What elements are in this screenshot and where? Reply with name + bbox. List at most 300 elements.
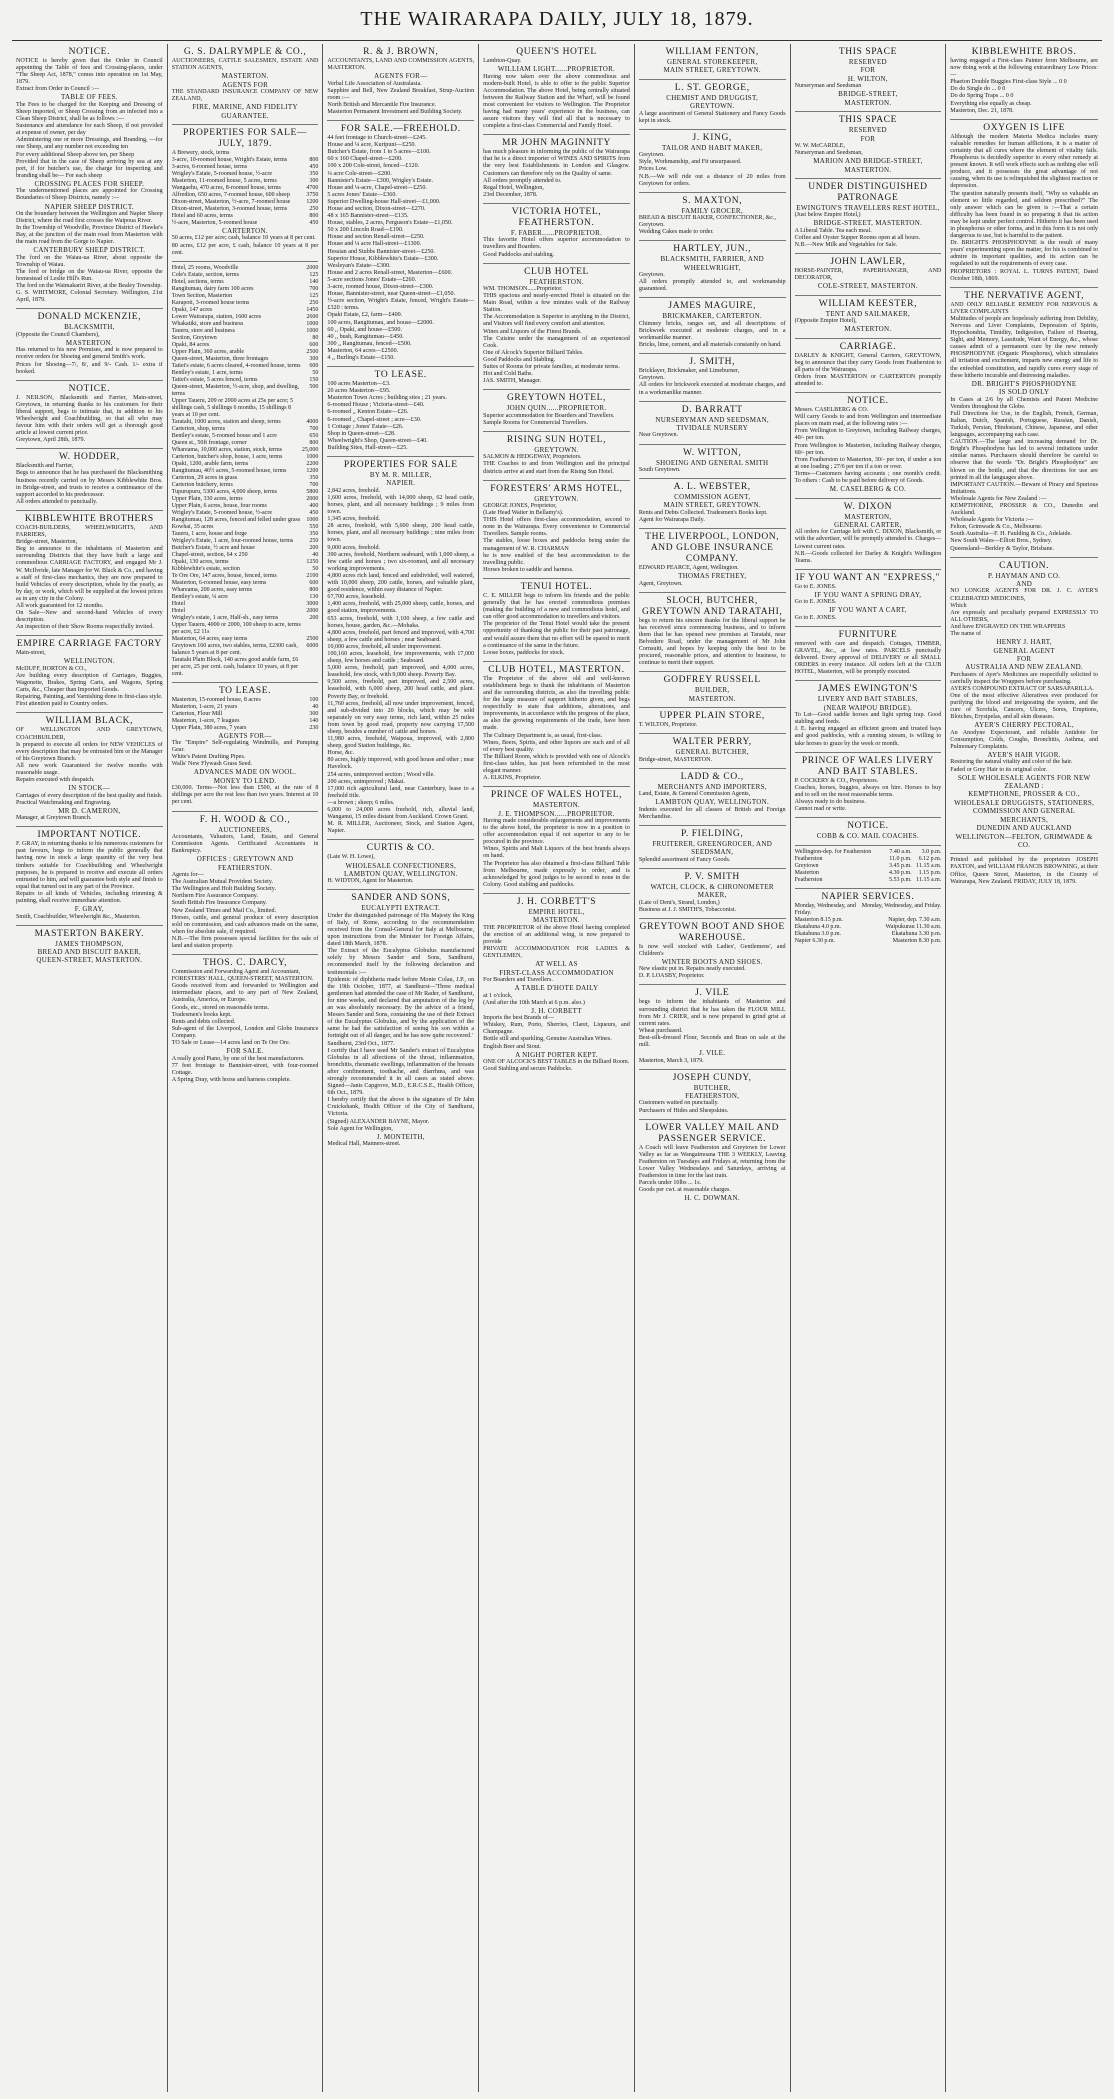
table-cell: Te Ore Ore, 147 acres, house, fenced, terms <box>171 572 277 579</box>
table-cell: Waipukurau 11.30 a.m. <box>885 923 942 930</box>
advertisement-text: For every additional Sheep above ten, per Sheep <box>16 151 135 158</box>
table-cell: 1200 <box>306 467 319 474</box>
advertisement-text: From Featherston to Masterton, 30/- per ton, if under a ton at one loading ; 27/6 per ton if a ton or over. <box>794 456 942 470</box>
advertisement-heading: CURTIS & CO. <box>366 843 435 854</box>
table-row <box>172 349 319 356</box>
advertisement-text: FRUITERER, GREENGROCER, AND SEEDSMAN, <box>652 839 773 857</box>
advertisement-text: Chimney bricks, ranges set, and all descriptions of Brickwork executed at moderate charges, and in a workmanlike manner. <box>638 320 786 342</box>
table-row <box>172 433 319 440</box>
advertisement-text: 5,000 acres, freehold, part improved, and 4,000 acres, leasehold, few stock, with 9,000 sheep. Poverty Bay. <box>327 665 475 679</box>
table-cell: Queen-street, Masterton, three frontages <box>171 355 269 362</box>
advertisement-text: House, Bannister-street, near Queen-street—£1,050. <box>327 291 456 298</box>
advertisement-text: 200 acres, unimproved ; Makai. <box>327 778 405 785</box>
advertisement-text: 17,000 rich agricultural land, near Canterbury, lease to a freehold title. <box>327 785 475 799</box>
advertisement-text: Everything else equally as cheap. <box>950 100 1032 107</box>
table-cell: Wrigley's estate, 1 acre, Half-sh., easy terms <box>171 614 279 621</box>
advertisement-text: FOR <box>860 134 876 143</box>
advertisement-text: N.B.—New Milk and Vegetables for Sale. <box>794 242 898 249</box>
advertisement-text: H. C. DOWMAN. <box>684 1194 740 1203</box>
table-cell: 1000 <box>306 320 319 327</box>
advertisement-text: Purchasers of Hides and Sheepskins. <box>638 1107 729 1114</box>
table-cell: Carterton, Flour Mill <box>171 710 223 717</box>
advertisement-heading: THOS. C. DARCY, <box>203 958 288 969</box>
advertisement-text: The name of <box>950 631 982 637</box>
table-row <box>795 856 942 863</box>
advertisement <box>795 44 942 112</box>
advertisement-text: AND <box>1016 580 1033 589</box>
table-row <box>795 924 942 931</box>
advertisement-text: Masterton Permanent Investment and Building Society. <box>327 108 463 115</box>
advertisement-text: Greytown. <box>638 152 665 159</box>
advertisement-text: Bricklayer, Brickmaker, and Limeburner, <box>638 368 740 375</box>
advertisement-text: Begs to announce that he has purchased the Blacksmithing business recently carried on by Messrs Kibblewhite Bros. in Bridge-street, and trusts to receive a continuance of the support accorded to his predecessor. <box>16 470 163 498</box>
advertisement-text: (Opposite Empire Hotel), <box>794 318 857 325</box>
advertisement-text: T. WILTON, Proprietor. <box>638 722 698 729</box>
table-cell: 800 <box>309 157 319 163</box>
table-cell <box>302 657 319 678</box>
table-cell: 600 <box>309 362 319 369</box>
table-cell: Upper Plain, 360 acres, arable <box>171 348 245 355</box>
advertisement <box>795 846 942 889</box>
advertisement <box>16 381 163 450</box>
advertisement-text: Building Sites, Hall-street—£25. <box>327 444 408 451</box>
table-cell: Dixon-street, Masterton, 3-roomed house, terms <box>171 206 288 212</box>
advertisement-text: Wedding Cakes made to order. <box>638 229 714 236</box>
table-cell: Hotel, 25 rooms, Woodville <box>171 264 239 271</box>
table-cell: 500 <box>309 383 319 390</box>
advertisement-text: LIVERY AND BAIT STABLES, <box>817 695 918 704</box>
table-cell: Opaki, 147 acres <box>171 306 213 313</box>
table-row <box>795 849 942 856</box>
advertisement-text: M. CASELBERG & CO. <box>829 485 907 494</box>
table-cell: 11.15 a.m. <box>916 876 942 883</box>
table-cell: Wrigley's Estate, 1 acre, four-roomed house, terms <box>171 537 294 544</box>
advertisement-heading: WILLIAM BLACK, <box>45 716 134 727</box>
table-cell: Masterton 8.30 p.m. <box>892 937 942 944</box>
advertisement-text: Administering one or more Dressings, and Branding, —for one Sheep, and any number not exceeding ten <box>16 137 163 151</box>
advertisement-text: Tradesmen's books kept. <box>171 1011 232 1018</box>
table-cell: 1000 <box>306 516 319 523</box>
advertisement-text: M. R. MILLER, Auctioneer, Stock, and Station Agent, Napier. <box>327 821 475 835</box>
table-cell: Rangitumau, dairy farm 100 acres <box>171 285 254 292</box>
advertisement-text: P. COCKERY & CO., Proprietors. <box>794 777 879 784</box>
advertisement-text: Extract from Order in Council :— <box>16 86 100 93</box>
advertisement-heading: J. H. CORBETT'S <box>516 896 597 907</box>
table-row <box>795 903 942 917</box>
advertisement-text: Opaki Estate, £2, farm—£400. <box>327 312 403 319</box>
advertisement <box>327 44 474 121</box>
advertisement-text: All orders promptly attended to. <box>483 177 562 184</box>
advertisement-text: Horses broken to saddle and harness. <box>483 566 574 573</box>
advertisement-text: House and section Renall-street—£250. <box>327 234 425 241</box>
advertisement <box>639 672 786 708</box>
table-cell: Whakatiki, store and business <box>171 320 244 327</box>
table-cell: 100 <box>309 696 319 703</box>
advertisement-text: 60 x 160 Chapel-street—£200. <box>327 156 403 163</box>
table-cell: 150 <box>309 376 319 383</box>
advertisement-text: This favorite Hotel offers superior accommodation to travellers and Boarders. <box>483 237 630 251</box>
advertisement-text: GENERAL STOREKEEPER, <box>667 58 758 66</box>
advertisement-text: 3-acre, roomed house, Dixon-street—£300. <box>327 284 434 291</box>
advertisement <box>639 708 786 734</box>
table-cell: 250 <box>309 206 319 212</box>
advertisement <box>795 179 942 254</box>
advertisement <box>639 826 786 869</box>
advertisement-text: having engaged a First-class Painter from Melbourne, are now doing work at the following extraordinary Low Prices:— <box>950 58 1098 79</box>
advertisement-text: MASTERTON. <box>844 325 892 334</box>
table-cell: 3-acre, 10-roomed house, Wright's Estate, terms <box>171 157 288 163</box>
advertisement-text: CANTERBURY SHEEP DISTRICT. <box>33 246 146 255</box>
table-cell: 1200 <box>306 199 319 205</box>
advertisement-text: DR. BRIGHT'S PHOSPHODYNE <box>971 379 1077 388</box>
advertisement-heading: EMPIRE CARRIAGE FACTORY <box>16 639 162 650</box>
advertisement-text: All orders for brickwork executed at moderate charges, and in a workmanlike manner. <box>638 382 786 396</box>
table-cell: 2200 <box>306 460 319 467</box>
advertisement-text: Bottle still and sparkling, Genuine Australian Wines. <box>483 1036 612 1043</box>
advertisement-heading: WILLIAM KEESTER, <box>818 298 918 309</box>
advertisement-text: Are expressly and peculiarly prepared EXPRESSLY TO ALL OTHERS, <box>950 609 1098 623</box>
table-cell: 2000 <box>306 607 319 614</box>
advertisement-text: CARTERTON. <box>222 227 268 235</box>
advertisement-heading: RISING SUN HOTEL, <box>506 434 607 445</box>
advertisement-text: H. WIDTON, Agent for Masterton. <box>327 878 414 885</box>
advertisement-text: A Coach will leave Featherston and Greytown for Lower Valley as far as Wangaimoana THE 3 WEEKLY, Leaving Featherston on Tuesdays and Fridays at, returning from the Lower Valley Wednesdays and Saturdays, arriving at Featherston in time for the last train. <box>638 1144 786 1179</box>
advertisement-heading: IF YOU WANT AN "EXPRESS," <box>795 572 941 583</box>
advertisement <box>639 130 786 193</box>
advertisement <box>950 558 1098 855</box>
table-cell: Upper Plain, 380 acres, 7 years <box>171 724 247 731</box>
table-cell: 6000 <box>306 642 319 649</box>
advertisement-text: begs to return his sincere thanks for the liberal support he has received since commencing business, and to inform them that he has opened new premises at Taratahi, near Belvedere Road, under the management of Mr John Cornsuitt, and hopes by keeping only the best to be procured, reasonable prices, and attention to business, to continue to merit their support. <box>638 617 786 667</box>
advertisement-text: WHOLESALE DRUGGISTS, STATIONERS, <box>954 798 1095 807</box>
advertisement-heading: NOTICE. <box>68 383 111 394</box>
advertisement-text: 28 acres, freehold, with 5,600 sheep, 200 head cattle, horses, plant, and all necessary buildings ; nine miles from town. <box>327 523 475 544</box>
advertisement <box>172 955 319 1088</box>
advertisement-text: Coaches, horses, buggies, always on hire. Horses to buy and to sell on the most reasonable terms. <box>794 784 942 798</box>
advertisement-text: The Billiard Room, which is provided with one of Alcock's first-class tables, has just been refurnished in the most elegant manner. <box>483 753 630 774</box>
advertisement-heading: CAUTION. <box>999 560 1050 571</box>
advertisement-text: NO LONGER AGENTS FOR DR. J. C. AYER'S CELEBRATED MEDICINES, <box>950 588 1098 602</box>
advertisement-text: Repairs executed with despatch. <box>16 777 95 784</box>
table-cell: Opaki, 1200, arable farm, terms <box>171 460 249 467</box>
table-cell: 700 <box>309 285 319 292</box>
table-cell: 250 <box>309 537 319 544</box>
advertisement-text: 77 feet frontage to Bannister-street, with four-roomed Cottage. <box>171 1062 319 1076</box>
advertisement-text: Messrs. CASELBERG & CO. <box>794 407 869 414</box>
advertisement-text: NAPIER. <box>386 479 416 488</box>
table-row <box>172 300 319 307</box>
advertisement <box>483 264 630 391</box>
advertisement-text: Repairing, Painting, and Varnishing done in first-class style. <box>16 694 163 701</box>
advertisement-heading: W. WITTON, <box>683 447 742 458</box>
advertisement-heading: A. L. WEBSTER, <box>673 482 751 493</box>
advertisement-text: GREYTOWN. <box>534 445 579 454</box>
advertisement-text: Masterton, Dec. 21, 1878. <box>950 107 1014 114</box>
advertisement <box>639 80 786 130</box>
advertisement-text: Verbal Life Association of Australasia. <box>327 80 422 87</box>
table-cell: Hotel, sections, terms <box>171 278 224 285</box>
advertisement-text: From Wellington to Greytown, including Railway charges, 40/- per ton. <box>794 428 942 442</box>
table-cell: Kowhai, 35 acres <box>171 523 214 530</box>
advertisement-text: All orders attended to punctually. <box>16 498 98 505</box>
advertisement-text: MAIN STREET, GREYTOWN. <box>663 66 761 75</box>
table-cell: 50 <box>312 369 319 376</box>
table-cell: 2500 <box>306 348 319 355</box>
advertisement-text: Good Paddocks and stabling. <box>483 251 555 258</box>
advertisement-heading: MR JOHN MAGINNITY <box>502 138 611 149</box>
advertisement-text: On the boundary between the Wellington and Napier Sheep District, where the road first crosses the Waipoua River. <box>16 210 163 224</box>
advertisement-text: AND ONLY RELIABLE REMEDY FOR NERVOUS & LIVER COMPLAINTS <box>950 301 1098 315</box>
advertisement-text: ¼ acre Cole-street—£200. <box>327 170 392 177</box>
advertisement-text: White's Patent Drafting Pipes. <box>171 754 246 761</box>
advertisement-text: 9,000 acres, freehold. <box>327 544 381 551</box>
advertisement-text: Bricks, lime, cement, and all materials constantly on hand. <box>638 342 782 349</box>
table-cell: Ekatahuna 4.0 p.m. <box>794 923 842 930</box>
advertisement-text: MASTERTON. <box>844 165 892 174</box>
advertisement-text: WILLIAM LIGHT......PROPRIETOR. <box>497 65 616 74</box>
advertisement-text: Good Paddocks and Stabling. <box>483 356 556 363</box>
advertisement-text: New Zealand Times and Mail Co., limited. <box>171 907 277 914</box>
advertisement-text: The stables, loose boxes and paddocks being under the management of W. R. CHARMAN <box>483 538 630 552</box>
table-cell: 600 <box>309 579 319 586</box>
advertisement-text: 60 ,, Opaki, and house—£500. <box>327 326 402 333</box>
advertisement-text: IS SOLD ONLY <box>998 388 1050 397</box>
table-cell: Greytown <box>794 862 819 869</box>
advertisement-text: The "Empire" Self-regulating Windmills, and Pumping Gear. <box>171 740 319 754</box>
table-cell: 2600 <box>306 313 319 320</box>
advertisement-text: HORSE-PAINTER, PAPERHANGER, AND DECORATOR, <box>794 268 942 282</box>
advertisement-text: AYER'S CHERRY PECTORAL, <box>974 721 1074 730</box>
advertisement-text: A. ELKINS, Proprietor. <box>483 775 542 782</box>
advertisement-text: Rents and Debts Collected. Tradesmen's Books kept. <box>638 509 768 516</box>
advertisement-text: The proprietor of the Tenui Hotel would take the present opportunity of thanking the public for their past patronage, and would assure them that no effort will be spared to merit a continuance of the same in the future. <box>483 621 630 649</box>
advertisement-text: 11,760 acres, freehold, all now under improvement, fenced, and sub-divided into 20 blocks, which may be sold separately on very easy terms, rich land, within 25 miles from town by good road, property now carrying 17,500 sheep, besides a number of cattle and horses. <box>327 700 475 735</box>
advertisement-text: OFFICES : GREYTOWN AND FEATHERSTON. <box>196 855 294 872</box>
advertisement-text: Do do Single do ... 0 0 <box>950 86 1006 93</box>
advertisement-heading: CLUB HOTEL, MASTERTON. <box>488 664 625 675</box>
advertisement-text: MASTERTON. <box>533 801 580 810</box>
table-cell: 2000 <box>306 264 319 271</box>
advertisement <box>483 432 630 481</box>
advertisement <box>639 298 786 354</box>
advertisement-text: Restoring the natural vitality and color of the hair. <box>950 759 1073 766</box>
advertisement-text: Bridge-street, MASTERTON. <box>638 756 712 763</box>
table-cell: Wrigley's Estate, 5-roomed house, ½-acre <box>171 171 273 177</box>
advertisement-text: Having now taken over the above commodious and modern-built Hotel, is able to offer to the public Superior Accommodation. The above Hotel, being centrally situated between the Railway Station and the Wharf, will be found most convenient for visitors to Wellington. The Proprietor having had many years' experience in the business, can assure visitors they will find all that is necessary to complete a first-class Commercial and Family Hotel. <box>483 73 630 130</box>
advertisement-text: FIRST-CLASS ACCOMMODATION <box>499 968 614 977</box>
advertisement-text: THIS Hotel offers first-class accommodation, second to none in the Wairarapa. Every convenience to Commercial Travellers. Sample rooms. <box>483 517 630 538</box>
advertisement-text: J. E. having engaged an efficient groom and trusted bays and good paddocks, with a running stream, is willing to take horses to graze by the week or month. <box>794 726 942 747</box>
advertisement-text: 1,400 acres, freehold, with 25,000 sheep, cattle, horses, and good station, improvements. <box>327 601 475 615</box>
advertisement-text: Manager, at Greytown Branch. <box>16 815 92 822</box>
advertisement-text: Printed and published by the proprietors JOSEPH PAXTON, and WILLIAM FRANCIS BROWNING, at their Office, Queen Street, Masterton, in the County of Wairarapa, New Zealand. FRIDAY, JULY 18, 1879. <box>950 857 1098 885</box>
table-cell: 80 <box>312 334 319 341</box>
table-cell <box>302 398 319 419</box>
advertisement <box>639 1120 786 1207</box>
table-cell: Wrigley's Estate, 5-roomed house, ½-acre <box>171 509 273 516</box>
advertisement-heading: LADD & CO., <box>680 771 744 782</box>
table-cell: Chapel-street, section, 64 x 250 <box>171 551 248 558</box>
advertisement-text: Felton, Grimwade & Co., Melbourne. <box>950 524 1043 531</box>
table-cell: Section, Greytown <box>171 334 217 341</box>
table-cell: 2100 <box>306 572 319 579</box>
table-cell: 140 <box>309 717 319 724</box>
advertisement-text: Terms—Customers having accounts ; one month's credit. To others : Cash to be paid before delivery of Goods. <box>794 470 942 485</box>
advertisement-text: Hot and Cold Baths. <box>483 371 533 378</box>
advertisement-text: GENERAL AGENT <box>993 646 1055 655</box>
column-7 <box>946 44 1102 2092</box>
table-row <box>172 461 319 468</box>
advertisement-text: 80 acres, highly improved, with good house and other ; near Havelock. <box>327 757 475 771</box>
advertisement <box>950 44 1098 120</box>
advertisement-text: FOR <box>1016 654 1032 663</box>
advertisement-text: COMMISSION AGENT, <box>674 493 751 502</box>
advertisement-text: 11,980 acres, freehold, Waipoua, improved, with 2,800 sheep, good Station buildings, &c. <box>327 736 475 750</box>
table-cell: 1450 <box>306 306 319 313</box>
advertisement-text: North British and Mercantile Fire Insurance. <box>327 101 437 108</box>
table-row <box>172 426 319 433</box>
advertisement-text: Agents for— <box>171 872 204 879</box>
table-cell: 2000 <box>306 495 319 502</box>
advertisement-text: Is now well stocked with Ladies', Gentlemens', and Children's <box>638 943 786 957</box>
table-cell: 300 <box>309 710 319 717</box>
advertisement-text: FOR SALE. <box>226 1047 264 1056</box>
advertisement-text: EUCALYPTI EXTRACT. <box>361 904 441 913</box>
advertisement <box>795 753 942 818</box>
table-cell: 350 <box>309 171 319 177</box>
table-cell: Masterton, 15-roomed house, 8 acres <box>171 696 261 703</box>
advertisement-text: 4,800 acres rich land, fenced and subdivided, well watered, with 10,000 sheep, 200 cattle, horses, and valuable plant, good residence, within easy distance of Napier. <box>327 572 475 594</box>
table-cell: Carterton, butcher's shop, house, 1 acre, terms <box>171 453 283 460</box>
advertisement-text: PROPRIETORS : ROYAL L. TURNS PATENT, Dated October 18th, 1869. <box>950 268 1098 282</box>
table-row <box>795 870 942 877</box>
advertisement-heading: OXYGEN IS LIFE <box>983 122 1066 133</box>
advertisement-heading: W. DIXON <box>843 501 893 512</box>
table-cell: 7.40 a.m. <box>889 848 912 855</box>
advertisement-text: 48 x 165 Bannister-street—£135. <box>327 213 409 220</box>
advertisement <box>639 734 786 769</box>
advertisement <box>16 449 163 511</box>
advertisement-text: The Wellington and Holt Building Society. <box>171 886 276 893</box>
advertisement-text: C. E. MILLER begs to inform his friends and the public generally that he has erected commodious premises (making the building of a new and commodious hotel, and can offer good accommodation to travellers and visitors. <box>483 592 630 621</box>
advertisement <box>639 869 786 919</box>
advertisement-text: Agent, Greytown. <box>638 580 683 587</box>
advertisement-text: EDWARD PEARCE, Agent, Wellington. <box>638 565 739 572</box>
advertisement-heading: CARRIAGE. <box>839 341 897 352</box>
table-cell: Rangitumau, 128 acres, fenced and felled under grass <box>171 516 301 523</box>
advertisement <box>483 481 630 579</box>
table-cell: Wellington-dep. for Featherston <box>794 848 872 855</box>
masthead-rule <box>12 40 1102 41</box>
table-row <box>172 615 319 622</box>
advertisement-text: English Beer and Stout. <box>483 1043 542 1050</box>
advertisement-heading: W. HODDER, <box>58 452 120 463</box>
table-cell: Tupurupuru, 5300 acres, 4,000 sheep, terms <box>171 488 277 495</box>
table-row <box>172 496 319 503</box>
advertisement-text: 254 acres, unimproved section ; Wood ville. <box>327 771 435 778</box>
advertisement-text: First attention paid to Country orders. <box>16 701 109 708</box>
table-cell: 4.30 p.m. <box>888 869 912 876</box>
table-row <box>172 643 319 657</box>
table-row <box>795 938 942 945</box>
advertisement-text: MR D. CAMERON, <box>58 806 121 815</box>
advertisement <box>483 204 630 264</box>
advertisement-text: Splendid assortment of Fancy Goods. <box>638 856 731 863</box>
advertisement-heading: NOTICE. <box>68 47 111 57</box>
advertisement <box>16 309 163 380</box>
advertisement-text: South Greytown. <box>638 466 681 473</box>
table-cell: 3750 <box>306 192 319 198</box>
advertisement-text: Greytown. <box>638 375 665 382</box>
advertisement-text: at 1 o'clock, <box>483 992 513 999</box>
advertisement-text: 20 acres Masterton—£95. <box>327 388 391 395</box>
column-3 <box>323 44 479 2092</box>
table-cell: 50 <box>312 565 319 572</box>
table-row <box>795 917 942 924</box>
advertisement-text: TAILOR AND HABIT MAKER, <box>662 143 763 152</box>
advertisement-text: 6-roomed ,, Kenton Estate—£26. <box>327 409 409 416</box>
advertisement-text: WATCH, CLOCK, & CHRONOMETER MAKER, <box>650 882 774 900</box>
advertisement-text: SHOEING AND GENERAL SMITH <box>655 458 769 467</box>
advertisement-text: —a brown ; sheep; 6 miles. <box>327 799 395 806</box>
advertisement-heading: TO LEASE. <box>218 685 272 696</box>
table-row <box>172 328 319 335</box>
advertisement-text: J. NEILSON, Blacksmith and Farrier, Main-street, Greytown, in returning thanks to his customers for their liberal support, begs to intimate that, in addition to his Wheelwright and Coachbuilding, so that all who may favour him with their orders will get a thorough good article at lowest current price. <box>16 394 163 437</box>
advertisement-text: Parcels under 10lbs ... 1s. <box>638 1180 702 1187</box>
advertisement-text: Wholesale Agents for Victoria :— <box>950 517 1034 524</box>
advertisement-text: To Let—Good saddle horses and light spring trap. Good stabling and feeds. <box>794 712 942 726</box>
advertisement-text: (NEAR WAIPOU BRIDGE). <box>823 703 913 712</box>
table-row <box>172 725 319 732</box>
advertisement-text: WHOLESALE CONFECTIONERS, <box>345 861 457 870</box>
advertisement-text: Masterton Town Acres ; building sites ; 21 years. <box>327 395 447 402</box>
advertisement-text: N.B.—Goods collected for Darley & Knight's Wellington Teams. <box>794 550 942 564</box>
table-row <box>172 601 319 608</box>
table-row <box>172 384 319 398</box>
advertisement-text: GENERAL BUTCHER, <box>675 748 749 757</box>
advertisement-text: Imports the best Brands of— <box>483 1015 554 1022</box>
advertisement-text: On Sale—New and second-hand Vehicles of every description. <box>16 610 163 624</box>
advertisement-heading: HARTLEY, JUN., <box>673 244 752 255</box>
advertisement-heading: GREYTOWN HOTEL, <box>506 393 607 404</box>
table-row <box>172 545 319 552</box>
advertisement-text: A really good Piano, by one of the best manufacturers. <box>171 1055 305 1062</box>
table-cell: 1250 <box>306 558 319 565</box>
table-row <box>172 370 319 377</box>
advertisement-text: Blacksmith and Farrier, <box>16 463 74 470</box>
table-row <box>172 286 319 293</box>
price-list-table <box>795 849 942 884</box>
advertisement-text: removed with care and despatch. Cottages, TIMBER, GRAVEL, &c., at low rates. PARCELS punctually delivered. Every approval of DELIVERY or all SMALL ORDERS in every instance. All orders left at the CLUB HOTEL, Masterton, will be promptly executed. <box>794 640 942 676</box>
advertisement-heading: CLUB HOTEL <box>524 266 589 277</box>
advertisement-text: BLACKSMITH, <box>64 323 115 332</box>
advertisement-text: Wines, Beers, Spirits, and other liquors are such and of all of every best quality. <box>483 739 630 753</box>
advertisement-heading: NOTICE. <box>847 396 889 407</box>
table-cell: Upper Plain, 330 acres, terms <box>171 495 243 502</box>
price-list-table <box>172 265 319 678</box>
advertisement-heading: NOTICE. <box>847 821 889 832</box>
advertisement-text: 67,700 acres, leasehold. <box>327 594 386 601</box>
advertisement-heading: THE NERVATIVE AGENT, <box>964 290 1085 301</box>
table-row <box>172 377 319 384</box>
table-row <box>172 622 319 636</box>
advertisement-text: A Liberal Table. Tea each meal. <box>794 227 872 234</box>
advertisement <box>639 445 786 480</box>
advertisement <box>639 402 786 445</box>
advertisement-text: J. H. CORBETT <box>531 1006 582 1015</box>
advertisement <box>483 894 630 1077</box>
advertisement-text: Good Stabling and secure Paddocks. <box>483 1066 573 1073</box>
